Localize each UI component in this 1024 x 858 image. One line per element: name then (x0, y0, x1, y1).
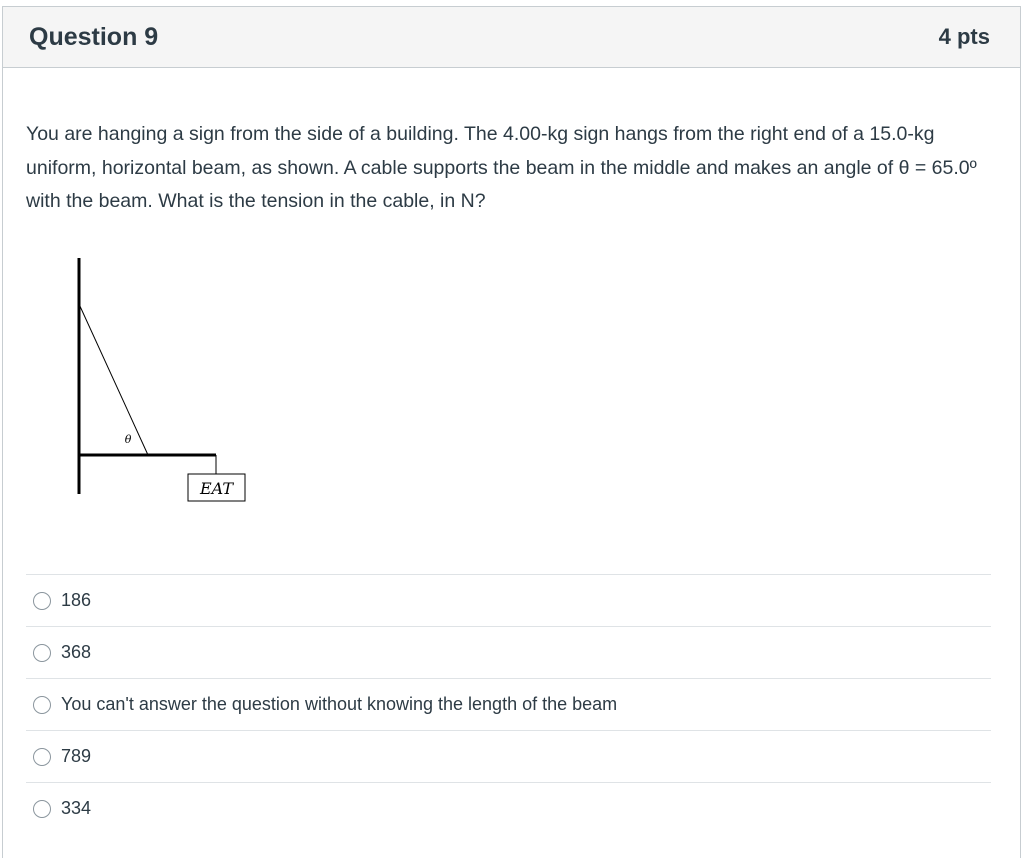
answer-option[interactable] (26, 626, 991, 678)
answer-option[interactable] (26, 782, 991, 834)
answer-label: 368 (61, 642, 92, 662)
radio-button[interactable] (33, 748, 51, 766)
radio-button[interactable] (33, 800, 51, 818)
answer-option[interactable] (26, 574, 991, 626)
radio-button[interactable] (33, 644, 51, 662)
angle-label: θ (124, 433, 132, 446)
radio-button[interactable] (33, 696, 51, 714)
question-text: You are hanging a sign from the side of a building. The 4.00-kg sign hangs from the right end of a 15.0-kg uniform, horizontal beam, as shown. A cable supports the beam in the middle and makes an angle of θ = 65.0º with the beam. What is the tension in the cable, in N? (26, 123, 977, 212)
answer-label: You can't answer the question without knowing the length of the beam (61, 694, 618, 714)
answer-option[interactable] (26, 678, 991, 730)
question-points: 4 pts (938, 24, 990, 49)
answer-label: 186 (61, 590, 92, 610)
answer-label: 789 (61, 746, 92, 766)
beam-diagram (64, 252, 264, 504)
question-title: Question 9 (29, 22, 159, 51)
sign-label: EAT (199, 479, 234, 498)
answer-label: 334 (61, 798, 92, 818)
cable (79, 304, 148, 455)
answer-list (26, 574, 991, 834)
radio-button[interactable] (33, 592, 51, 610)
answer-option[interactable] (26, 730, 991, 782)
question-header (3, 7, 1020, 68)
